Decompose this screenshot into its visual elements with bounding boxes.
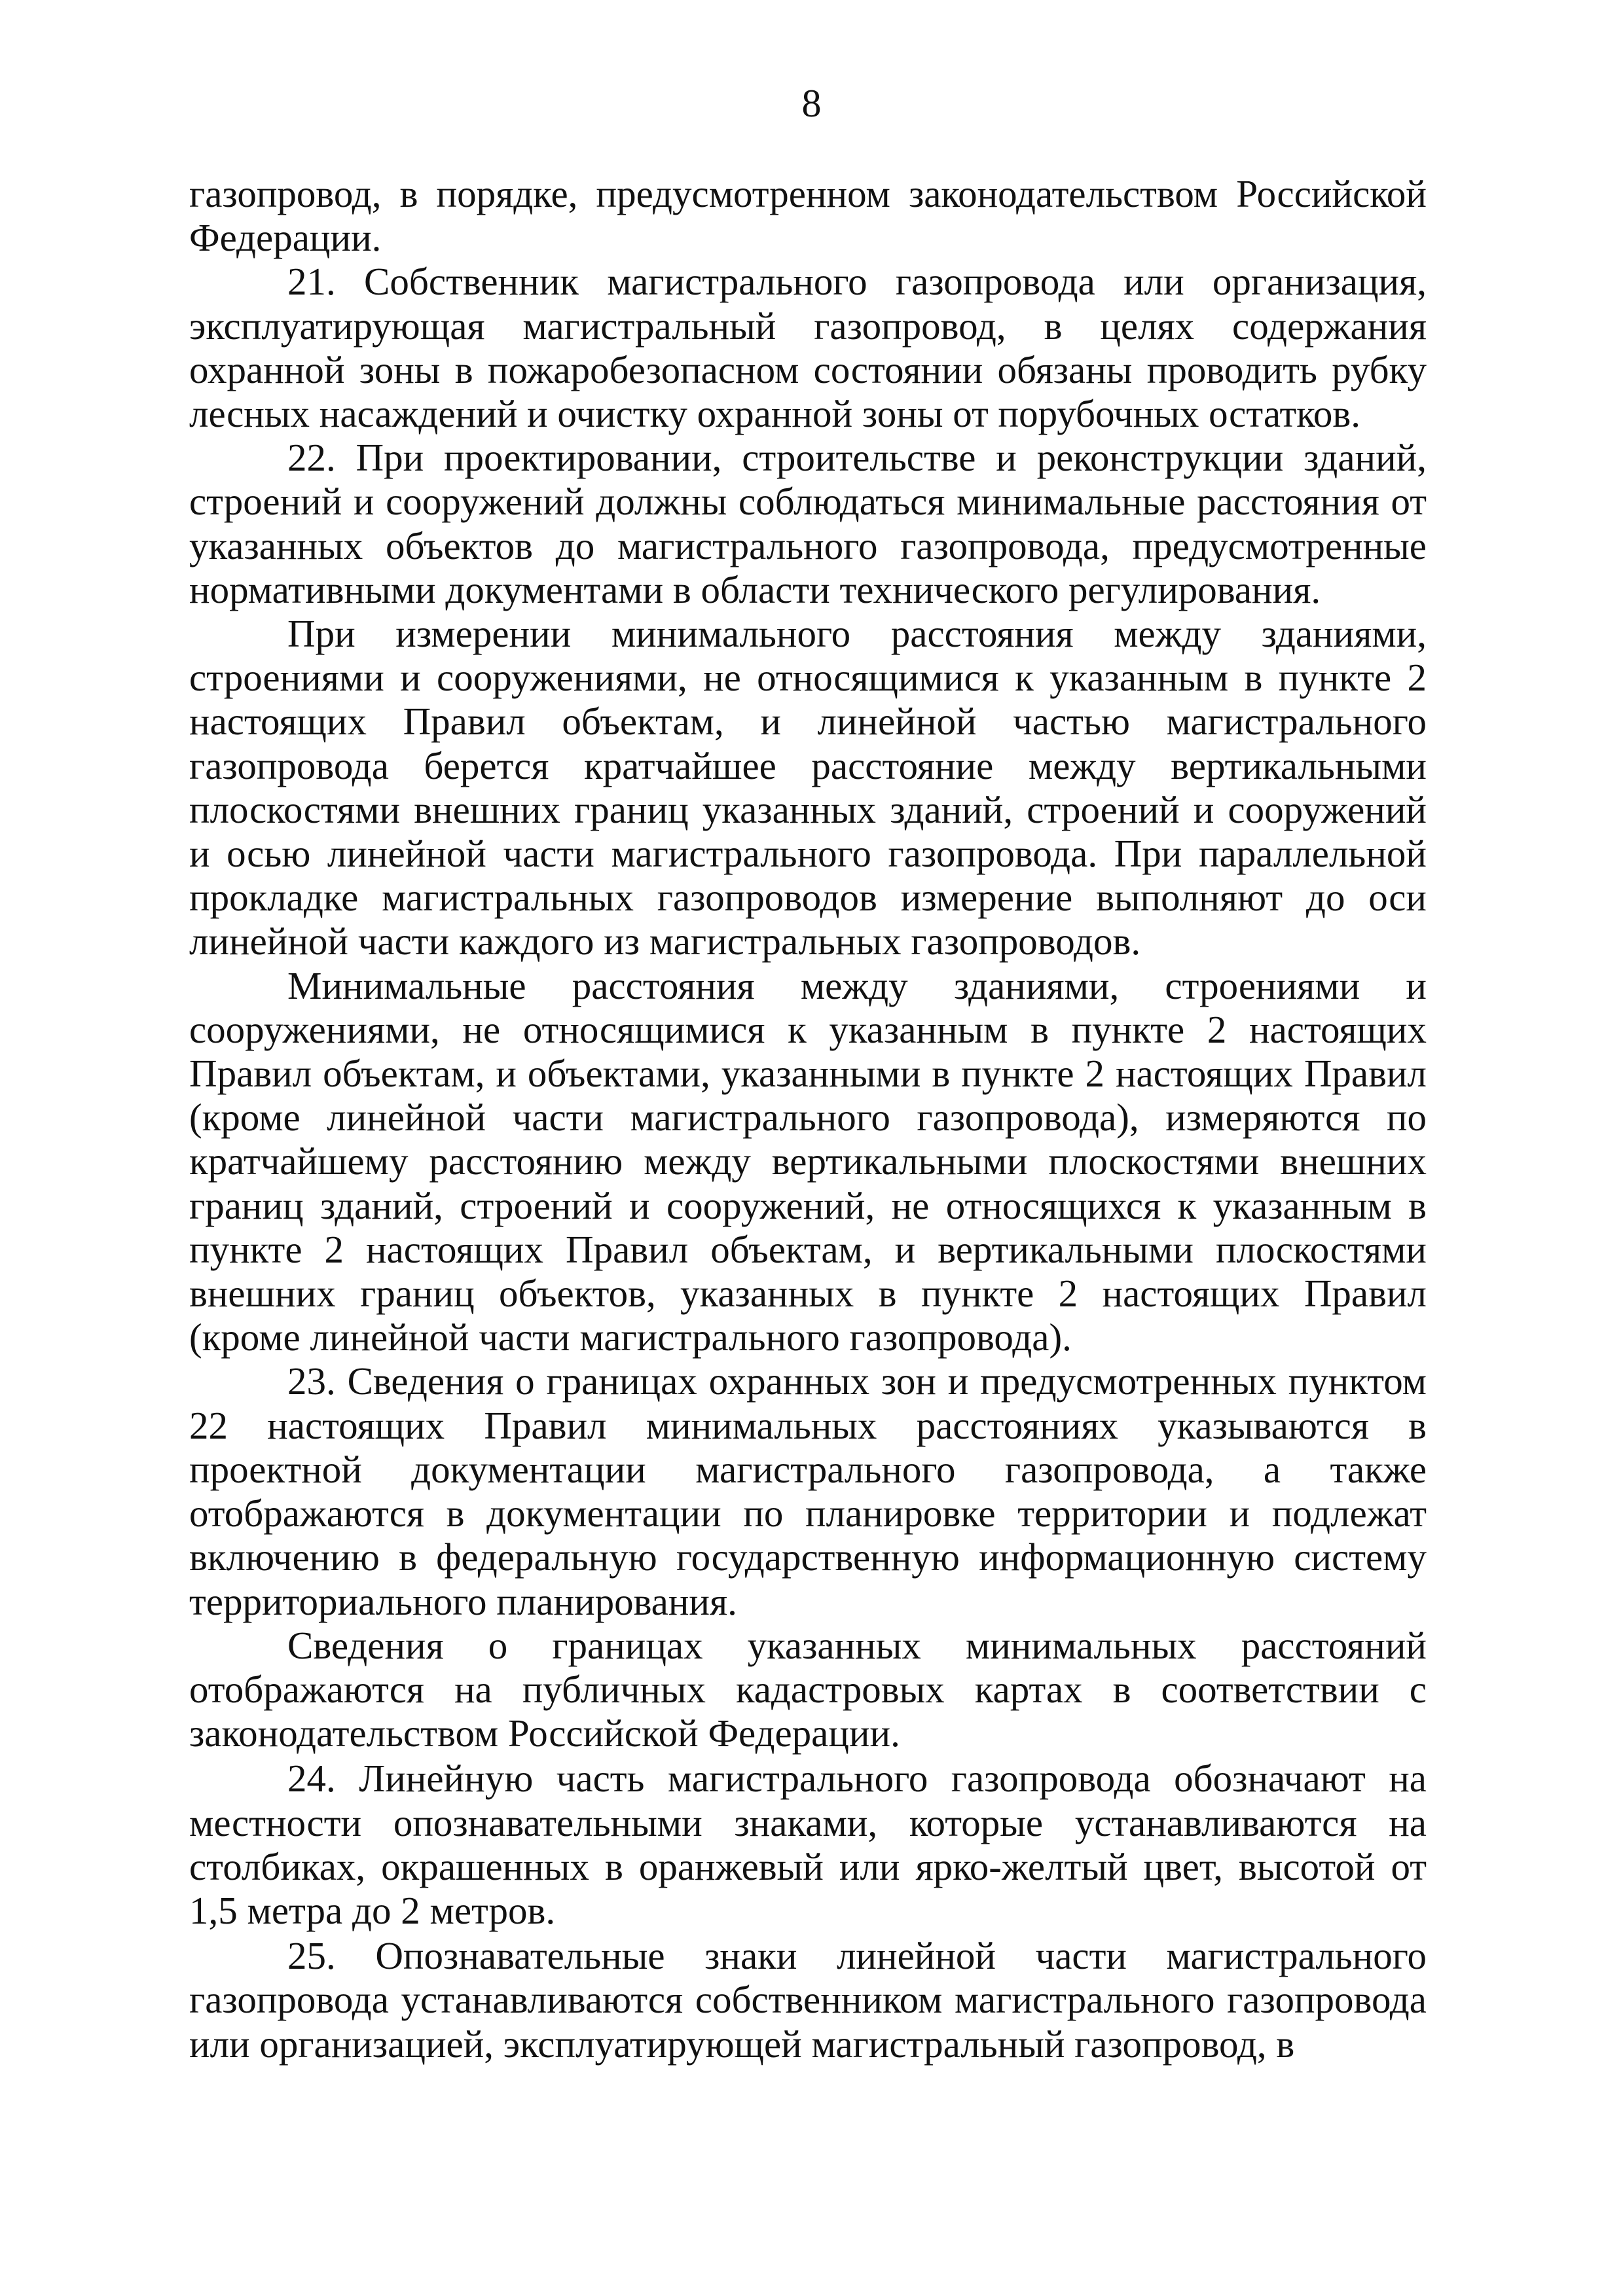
paragraph-item-25: 25. Опознавательные знаки линейной части магистрального газопровода устанавливаются собственником магистрального газопровода или организацией, эксплуатирующей магистральный газопровод, в [189, 1934, 1427, 2066]
paragraph-item-22: 22. При проектировании, строительстве и реконструкции зданий, строений и сооружений должны соблюдаться минимальные расстояния от указанных объектов до магистрального газопровода, предусмотренные нормативными документами в области технического регулирования. [189, 436, 1427, 611]
paragraph-cadastral-maps: Сведения о границах указанных минимальных расстояний отображаются на публичных кадастровых картах в соответствии с законодательством Российской Федерации. [189, 1623, 1427, 1755]
paragraph-measurement-rule: При измерении минимального расстояния между зданиями, строениями и сооружениями, не относящимися к указанным в пункте 2 настоящих Правил объектам, и линейной частью магистрального газопровода берется кратчайшее расстояние между вертикальными плоскостями внешних границ указанных зданий, строений и сооружений и осью линейной части магистрального газопровода. При параллельной прокладке магистральных газопроводов измерение выполняют до оси линейной части каждого из магистральных газопроводов. [189, 612, 1427, 963]
document-body [189, 172, 1427, 2066]
paragraph-item-23: 23. Сведения о границах охранных зон и предусмотренных пунктом 22 настоящих Правил минимальных расстояниях указываются в проектной документации магистрального газопровода, а также отображаются в документации по планировке территории и подлежат включению в федеральную государственную информационную систему территориального планирования. [189, 1359, 1427, 1623]
paragraph-continuation: газопровод, в порядке, предусмотренном законодательством Российской Федерации. [189, 172, 1427, 260]
paragraph-item-21: 21. Собственник магистрального газопровода или организация, эксплуатирующая магистральный газопровод, в целях содержания охранной зоны в пожаробезопасном состоянии обязаны проводить рубку лесных насаждений и очистку охранной зоны от порубочных остатков. [189, 260, 1427, 436]
paragraph-minimum-distances: Минимальные расстояния между зданиями, строениями и сооружениями, не относящимися к указанным в пункте 2 настоящих Правил объектам, и объектами, указанными в пункте 2 настоящих Правил (кроме линейной части магистрального газопровода), измеряются по кратчайшему расстоянию между вертикальными плоскостями внешних границ зданий, строений и сооружений, не относящихся к указанным в пункте 2 настоящих Правил объектам, и вертикальными плоскостями внешних границ объектов, указанных в пункте 2 настоящих Правил (кроме линейной части магистрального газопровода). [189, 963, 1427, 1359]
page-number: 8 [801, 82, 822, 125]
paragraph-item-24: 24. Линейную часть магистрального газопровода обозначают на местности опознавательными знаками, которые устанавливаются на столбиках, окрашенных в оранжевый или ярко-желтый цвет, высотой от 1,5 метра до 2 метров. [189, 1757, 1427, 1932]
